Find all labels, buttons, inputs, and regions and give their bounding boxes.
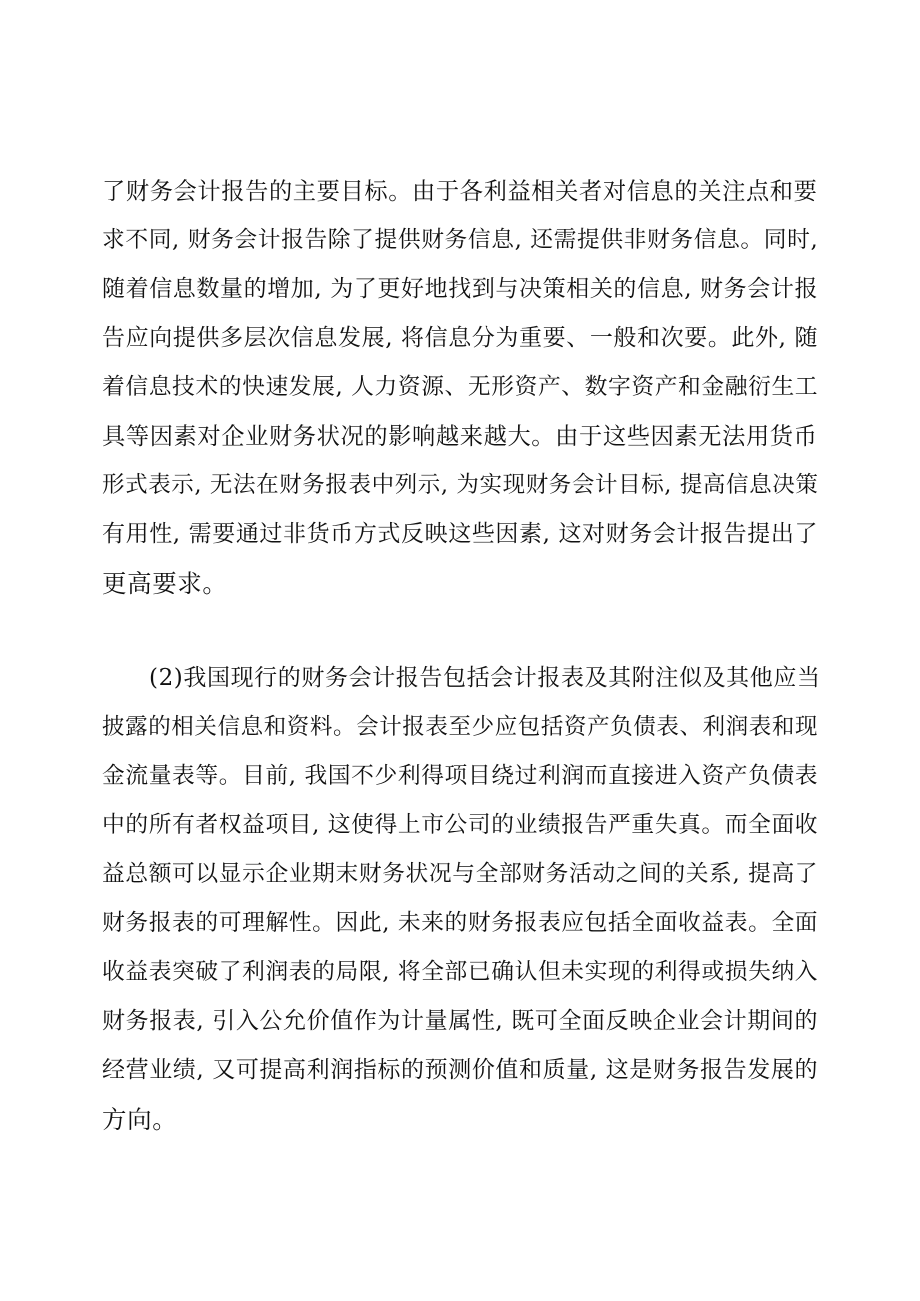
paragraph-2 [102,654,822,1144]
paragraph-line: 财务报表, 引入公允价值作为计量属性, 既可全面反映企业会计期间的 [102,1008,819,1034]
paragraph-line: 具等因素对企业财务状况的影响越来越大。由于这些因素无法用货币 [102,423,818,450]
paragraph-line: 更高要求。 [102,569,228,598]
paragraph-line: 随着信息数量的增加, 为了更好地找到与决策相关的信息, 财务会计报 [102,276,819,302]
paragraph-line: 有用性, 需要通过非货币方式反映这些因素, 这对财务会计报告提出了 [102,521,819,547]
paragraph-line: 金流量表等。目前, 我国不少利得项目绕过利润而直接进入资产负债表 [102,763,819,789]
paragraph-line: 形式表示, 无法在财务报表中列示, 为实现财务会计目标, 提高信息决策 [102,472,819,498]
paragraph-line: 了财务会计报告的主要目标。由于各利益相关者对信息的关注点和要 [102,178,818,205]
paragraph-line: 披露的相关信息和资料。会计报表至少应包括资产负债表、利润表和现 [102,714,819,740]
paragraph-line: 方向。 [102,1105,178,1134]
paragraph-line: (2)我国现行的财务会计报告包括会计报表及其附注似及其他应当 [149,665,821,691]
paragraph-line: 经营业绩, 又可提高利润指标的预测价值和质量, 这是财务报告发展的 [102,1057,819,1083]
paragraph-line: 益总额可以显示企业期末财务状况与全部财务活动之间的关系, 提高了 [102,861,819,887]
paragraph-1 [102,167,822,608]
paragraph-line: 告应向提供多层次信息发展, 将信息分为重要、一般和次要。此外, 随 [102,325,819,351]
paragraph-line: 财务报表的可理解性。因此, 未来的财务报表应包括全面收益表。全面 [102,910,819,936]
paragraph-line: 着信息技术的快速发展, 人力资源、无形资产、数字资产和金融衍生工 [102,374,819,400]
paragraph-line: 收益表突破了利润表的局限, 将全部已确认但未实现的利得或损失纳入 [102,959,819,985]
paragraph-line: 中的所有者权益项目, 这使得上市公司的业绩报告严重失真。而全面收 [102,812,819,838]
paragraph-line: 求不同, 财务会计报告除了提供财务信息, 还需提供非财务信息。同时, [102,227,819,253]
